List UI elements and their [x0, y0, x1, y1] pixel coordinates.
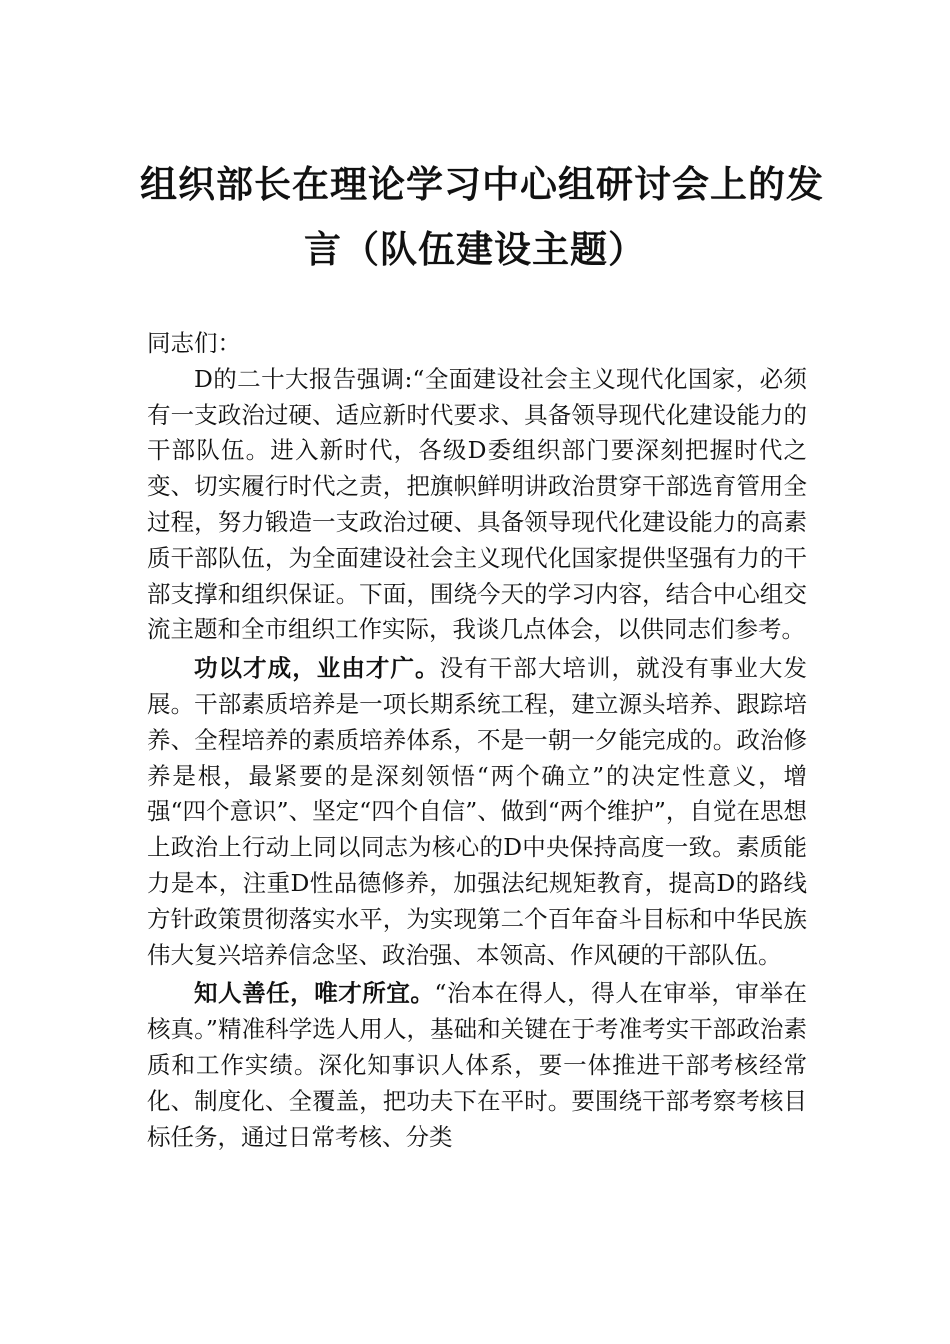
paragraph-selection: [147, 976, 807, 1155]
document-title-line-2: 言（队伍建设主题）: [304, 227, 646, 271]
paragraph-text: D的二十大报告强调:“全面建设社会主义现代化国家，必须有一支政治过硬、适应新时代要求、具备领导现代化建设能力的干部队伍。进入新时代，各级D委组织部门要深刻把握时代之变、切实履行时代之责，把旗帜鲜明讲政治贯穿干部选育管用全过程，努力锻造一支政治过硬、具备领导现代化建设能力的高素质干部队伍，为全面建设社会主义现代化国家提供坚强有力的干部支撑和组织保证。下面，围绕今天的学习内容，结合中心组交流主题和全市组织工作实际，我谈几点体会，以供同志们参考。: [147, 364, 807, 644]
paragraph-training: [147, 651, 807, 973]
paragraph-lead: 知人善任，唯才所宜。: [194, 979, 435, 1008]
paragraph-text: 没有干部大培训，就没有事业大发展。干部素质培养是一项长期系统工程，建立源头培养、跟踪培养、全程培养的素质培养体系，不是一朝一夕能完成的。政治修养是根，最紧要的是深刻领悟“两个确立”的决定性意义，增强“四个意识”、坚定“四个自信”、做到“两个维护”，自觉在思想上政治上行动上同以同志为核心的D中央保持高度一致。素质能力是本，注重D性品德修养，加强法纪规矩教育，提高D的路线方针政策贯彻落实水平，为实现第二个百年奋斗目标和中华民族伟大复兴培养信念坚、政治强、本领高、作风硬的干部队伍。: [147, 654, 807, 969]
document-title-line-1: 组织部长在理论学习中心组研讨会上的发: [140, 162, 824, 206]
paragraph-lead: 功以才成，业由才广。: [194, 654, 440, 683]
salutation: 同志们：: [147, 329, 241, 357]
paragraph-intro: [147, 362, 807, 648]
document-body: [147, 326, 807, 1155]
paragraph-text: “治本在得人，得人在审举，审举在核真。”精准科学选人用人，基础和关键在于考准考实干部政治素质和工作实绩。深化知事识人体系，要一体推进干部考核经常化、制度化、全覆盖，把功夫下在平时。要围绕干部考察考核目标任务，通过日常考核、分类: [147, 979, 808, 1151]
